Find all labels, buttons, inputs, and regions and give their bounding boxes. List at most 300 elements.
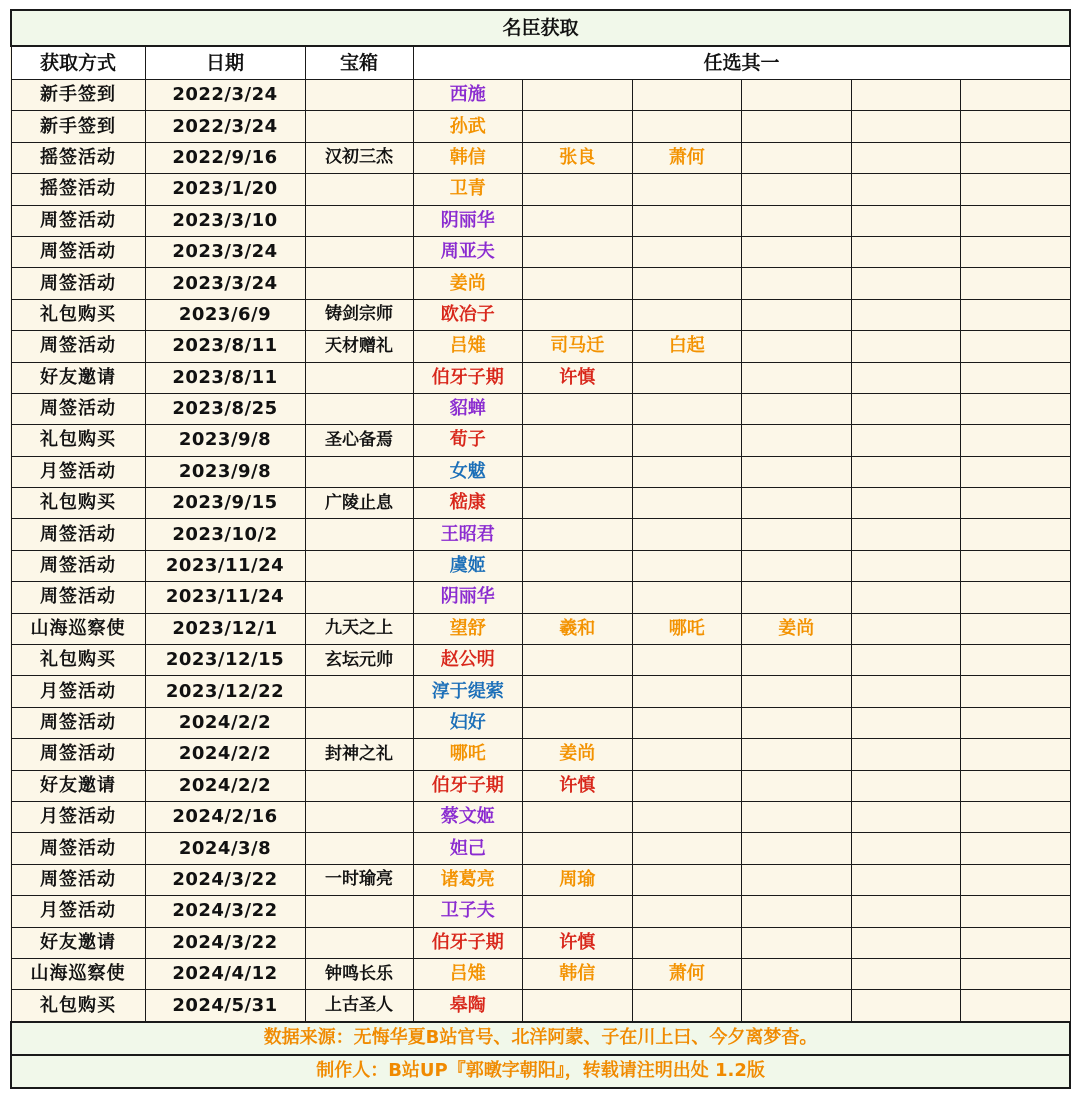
date-cell: 2022/9/16 <box>145 142 305 173</box>
pick-cell: 妲己 <box>413 833 523 864</box>
empty-pick-cell <box>851 268 961 299</box>
table-row <box>11 801 1070 832</box>
empty-pick-cell <box>851 362 961 393</box>
empty-pick-cell <box>742 425 852 456</box>
pick-cell: 荀子 <box>413 425 523 456</box>
empty-pick-cell <box>961 864 1071 895</box>
date-cell: 2024/3/22 <box>145 896 305 927</box>
table-row <box>11 645 1070 676</box>
date-cell: 2023/6/9 <box>145 299 305 330</box>
method-cell: 山海巡察使 <box>11 613 145 644</box>
table-row <box>11 990 1070 1022</box>
table-row <box>11 927 1070 958</box>
pick-cell: 姜尚 <box>742 613 852 644</box>
pick-cell: 哪吒 <box>632 613 742 644</box>
empty-pick-cell <box>851 111 961 142</box>
box-cell <box>305 111 413 142</box>
empty-pick-cell <box>742 801 852 832</box>
empty-pick-cell <box>742 864 852 895</box>
method-cell: 礼包购买 <box>11 299 145 330</box>
method-cell: 山海巡察使 <box>11 958 145 989</box>
box-cell: 圣心备焉 <box>305 425 413 456</box>
pick-cell: 妇好 <box>413 707 523 738</box>
empty-pick-cell <box>742 488 852 519</box>
empty-pick-cell <box>961 613 1071 644</box>
date-cell: 2022/3/24 <box>145 111 305 142</box>
empty-pick-cell <box>523 236 633 267</box>
date-cell: 2024/2/2 <box>145 707 305 738</box>
empty-pick-cell <box>851 393 961 424</box>
empty-pick-cell <box>632 739 742 770</box>
empty-pick-cell <box>742 142 852 173</box>
empty-pick-cell <box>742 205 852 236</box>
empty-pick-cell <box>523 833 633 864</box>
empty-pick-cell <box>632 393 742 424</box>
box-cell <box>305 456 413 487</box>
pick-cell: 望舒 <box>413 613 523 644</box>
empty-pick-cell <box>961 142 1071 173</box>
date-cell: 2022/3/24 <box>145 80 305 111</box>
method-cell: 周签活动 <box>11 550 145 581</box>
empty-pick-cell <box>632 550 742 581</box>
date-cell: 2024/5/31 <box>145 990 305 1022</box>
pick-cell: 许慎 <box>523 770 633 801</box>
box-cell <box>305 582 413 613</box>
header-pick-one: 任选其一 <box>413 46 1070 80</box>
empty-pick-cell <box>632 268 742 299</box>
empty-pick-cell <box>632 770 742 801</box>
pick-cell: 周亚夫 <box>413 236 523 267</box>
date-cell: 2024/2/2 <box>145 739 305 770</box>
table-title: 名臣获取 <box>11 10 1070 46</box>
table-row <box>11 80 1070 111</box>
box-cell <box>305 393 413 424</box>
pick-cell: 白起 <box>632 331 742 362</box>
table-row <box>11 739 1070 770</box>
table-row <box>11 425 1070 456</box>
empty-pick-cell <box>851 645 961 676</box>
empty-pick-cell <box>742 927 852 958</box>
empty-pick-cell <box>523 456 633 487</box>
empty-pick-cell <box>742 896 852 927</box>
empty-pick-cell <box>632 896 742 927</box>
table-row <box>11 111 1070 142</box>
empty-pick-cell <box>851 676 961 707</box>
pick-cell: 哪吒 <box>413 739 523 770</box>
date-cell: 2024/3/22 <box>145 927 305 958</box>
empty-pick-cell <box>523 205 633 236</box>
empty-pick-cell <box>632 456 742 487</box>
empty-pick-cell <box>742 268 852 299</box>
table-row <box>11 613 1070 644</box>
empty-pick-cell <box>961 833 1071 864</box>
empty-pick-cell <box>523 80 633 111</box>
date-cell: 2023/11/24 <box>145 550 305 581</box>
empty-pick-cell <box>742 739 852 770</box>
method-cell: 月签活动 <box>11 801 145 832</box>
empty-pick-cell <box>632 801 742 832</box>
table-row <box>11 268 1070 299</box>
table-row <box>11 896 1070 927</box>
empty-pick-cell <box>961 362 1071 393</box>
empty-pick-cell <box>961 268 1071 299</box>
pick-cell: 王昭君 <box>413 519 523 550</box>
box-cell <box>305 550 413 581</box>
pick-cell: 嵇康 <box>413 488 523 519</box>
method-cell: 礼包购买 <box>11 425 145 456</box>
empty-pick-cell <box>742 676 852 707</box>
empty-pick-cell <box>523 676 633 707</box>
pick-cell: 姜尚 <box>413 268 523 299</box>
method-cell: 月签活动 <box>11 456 145 487</box>
empty-pick-cell <box>742 236 852 267</box>
pick-cell: 吕雉 <box>413 331 523 362</box>
date-cell: 2023/12/22 <box>145 676 305 707</box>
box-cell: 一时瑜亮 <box>305 864 413 895</box>
empty-pick-cell <box>851 205 961 236</box>
empty-pick-cell <box>851 739 961 770</box>
empty-pick-cell <box>961 676 1071 707</box>
pick-cell: 卫青 <box>413 174 523 205</box>
empty-pick-cell <box>961 425 1071 456</box>
footer-author: 制作人：B站UP『郭暾字朝阳』，转载请注明出处 1.2版 <box>11 1055 1070 1088</box>
empty-pick-cell <box>961 331 1071 362</box>
empty-pick-cell <box>742 550 852 581</box>
footer-author-row <box>11 1055 1070 1088</box>
empty-pick-cell <box>632 519 742 550</box>
empty-pick-cell <box>851 425 961 456</box>
pick-cell: 韩信 <box>413 142 523 173</box>
empty-pick-cell <box>632 299 742 330</box>
method-cell: 摇签活动 <box>11 174 145 205</box>
box-cell <box>305 268 413 299</box>
date-cell: 2024/3/8 <box>145 833 305 864</box>
pick-cell: 伯牙子期 <box>413 362 523 393</box>
empty-pick-cell <box>523 550 633 581</box>
acquisition-table <box>10 9 1071 1089</box>
table-row <box>11 550 1070 581</box>
box-cell <box>305 205 413 236</box>
empty-pick-cell <box>632 362 742 393</box>
empty-pick-cell <box>632 582 742 613</box>
empty-pick-cell <box>961 707 1071 738</box>
box-cell: 钟鸣长乐 <box>305 958 413 989</box>
pick-cell: 西施 <box>413 80 523 111</box>
table-row <box>11 174 1070 205</box>
method-cell: 周签活动 <box>11 268 145 299</box>
empty-pick-cell <box>632 111 742 142</box>
method-cell: 周签活动 <box>11 236 145 267</box>
table-row <box>11 362 1070 393</box>
empty-pick-cell <box>851 582 961 613</box>
footer-source-row <box>11 1022 1070 1055</box>
empty-pick-cell <box>632 676 742 707</box>
table-row <box>11 205 1070 236</box>
pick-cell: 淳于缇萦 <box>413 676 523 707</box>
pick-cell: 羲和 <box>523 613 633 644</box>
empty-pick-cell <box>851 833 961 864</box>
empty-pick-cell <box>632 833 742 864</box>
date-cell: 2023/9/8 <box>145 425 305 456</box>
table-row <box>11 958 1070 989</box>
method-cell: 新手签到 <box>11 111 145 142</box>
empty-pick-cell <box>523 425 633 456</box>
method-cell: 摇签活动 <box>11 142 145 173</box>
empty-pick-cell <box>523 268 633 299</box>
table-row <box>11 519 1070 550</box>
box-cell: 玄坛元帅 <box>305 645 413 676</box>
box-cell <box>305 236 413 267</box>
empty-pick-cell <box>742 707 852 738</box>
empty-pick-cell <box>632 488 742 519</box>
empty-pick-cell <box>742 393 852 424</box>
empty-pick-cell <box>961 896 1071 927</box>
method-cell: 周签活动 <box>11 393 145 424</box>
empty-pick-cell <box>523 488 633 519</box>
date-cell: 2024/2/16 <box>145 801 305 832</box>
empty-pick-cell <box>742 174 852 205</box>
pick-cell: 阴丽华 <box>413 205 523 236</box>
box-cell <box>305 519 413 550</box>
pick-cell: 许慎 <box>523 362 633 393</box>
empty-pick-cell <box>961 770 1071 801</box>
box-cell <box>305 833 413 864</box>
table-body <box>11 80 1070 1022</box>
empty-pick-cell <box>851 236 961 267</box>
empty-pick-cell <box>961 927 1071 958</box>
box-cell: 天材赠礼 <box>305 331 413 362</box>
header-date: 日期 <box>145 46 305 80</box>
empty-pick-cell <box>961 739 1071 770</box>
empty-pick-cell <box>961 80 1071 111</box>
empty-pick-cell <box>742 299 852 330</box>
box-cell <box>305 770 413 801</box>
method-cell: 月签活动 <box>11 896 145 927</box>
date-cell: 2023/9/8 <box>145 456 305 487</box>
empty-pick-cell <box>523 896 633 927</box>
empty-pick-cell <box>851 80 961 111</box>
empty-pick-cell <box>851 456 961 487</box>
method-cell: 周签活动 <box>11 864 145 895</box>
pick-cell: 孙武 <box>413 111 523 142</box>
table-row <box>11 864 1070 895</box>
pick-cell: 萧何 <box>632 142 742 173</box>
empty-pick-cell <box>742 990 852 1022</box>
empty-pick-cell <box>632 236 742 267</box>
empty-pick-cell <box>961 550 1071 581</box>
pick-cell: 许慎 <box>523 927 633 958</box>
pick-cell: 卫子夫 <box>413 896 523 927</box>
empty-pick-cell <box>632 990 742 1022</box>
empty-pick-cell <box>632 425 742 456</box>
pick-cell: 貂蝉 <box>413 393 523 424</box>
pick-cell: 周瑜 <box>523 864 633 895</box>
empty-pick-cell <box>523 990 633 1022</box>
empty-pick-cell <box>961 645 1071 676</box>
table-row <box>11 331 1070 362</box>
pick-cell: 阴丽华 <box>413 582 523 613</box>
header-row <box>11 46 1070 80</box>
date-cell: 2024/2/2 <box>145 770 305 801</box>
method-cell: 礼包购买 <box>11 488 145 519</box>
pick-cell: 萧何 <box>632 958 742 989</box>
date-cell: 2023/3/24 <box>145 268 305 299</box>
method-cell: 周签活动 <box>11 205 145 236</box>
empty-pick-cell <box>632 80 742 111</box>
empty-pick-cell <box>851 174 961 205</box>
method-cell: 周签活动 <box>11 582 145 613</box>
table-row <box>11 707 1070 738</box>
date-cell: 2023/8/11 <box>145 362 305 393</box>
empty-pick-cell <box>961 519 1071 550</box>
box-cell: 封神之礼 <box>305 739 413 770</box>
empty-pick-cell <box>742 362 852 393</box>
box-cell: 铸剑宗师 <box>305 299 413 330</box>
footer-source: 数据来源：无悔华夏B站官号、北洋阿蒙、子在川上曰、今夕离梦杳。 <box>11 1022 1070 1055</box>
method-cell: 周签活动 <box>11 331 145 362</box>
empty-pick-cell <box>961 582 1071 613</box>
header-method: 获取方式 <box>11 46 145 80</box>
header-box: 宝箱 <box>305 46 413 80</box>
empty-pick-cell <box>742 582 852 613</box>
empty-pick-cell <box>632 927 742 958</box>
box-cell: 九天之上 <box>305 613 413 644</box>
box-cell <box>305 80 413 111</box>
empty-pick-cell <box>523 111 633 142</box>
empty-pick-cell <box>523 174 633 205</box>
pick-cell: 吕雉 <box>413 958 523 989</box>
empty-pick-cell <box>632 864 742 895</box>
date-cell: 2023/8/25 <box>145 393 305 424</box>
table-row <box>11 488 1070 519</box>
empty-pick-cell <box>742 111 852 142</box>
table-row <box>11 142 1070 173</box>
empty-pick-cell <box>632 174 742 205</box>
pick-cell: 赵公明 <box>413 645 523 676</box>
empty-pick-cell <box>961 801 1071 832</box>
pick-cell: 欧冶子 <box>413 299 523 330</box>
date-cell: 2023/9/15 <box>145 488 305 519</box>
box-cell <box>305 174 413 205</box>
table-row <box>11 456 1070 487</box>
empty-pick-cell <box>523 519 633 550</box>
table-row <box>11 299 1070 330</box>
empty-pick-cell <box>961 456 1071 487</box>
empty-pick-cell <box>961 990 1071 1022</box>
box-cell <box>305 896 413 927</box>
empty-pick-cell <box>523 582 633 613</box>
empty-pick-cell <box>632 707 742 738</box>
box-cell <box>305 927 413 958</box>
method-cell: 周签活动 <box>11 707 145 738</box>
empty-pick-cell <box>523 707 633 738</box>
date-cell: 2023/12/1 <box>145 613 305 644</box>
pick-cell: 诸葛亮 <box>413 864 523 895</box>
empty-pick-cell <box>851 801 961 832</box>
empty-pick-cell <box>742 519 852 550</box>
box-cell: 上古圣人 <box>305 990 413 1022</box>
date-cell: 2023/12/15 <box>145 645 305 676</box>
pick-cell: 皋陶 <box>413 990 523 1022</box>
method-cell: 周签活动 <box>11 739 145 770</box>
method-cell: 好友邀请 <box>11 927 145 958</box>
method-cell: 新手签到 <box>11 80 145 111</box>
empty-pick-cell <box>523 299 633 330</box>
empty-pick-cell <box>961 174 1071 205</box>
pick-cell: 司马迁 <box>523 331 633 362</box>
pick-cell: 蔡文姬 <box>413 801 523 832</box>
empty-pick-cell <box>961 488 1071 519</box>
empty-pick-cell <box>851 613 961 644</box>
date-cell: 2023/3/24 <box>145 236 305 267</box>
pick-cell: 伯牙子期 <box>413 927 523 958</box>
empty-pick-cell <box>742 80 852 111</box>
pick-cell: 虞姬 <box>413 550 523 581</box>
date-cell: 2023/3/10 <box>145 205 305 236</box>
pick-cell: 伯牙子期 <box>413 770 523 801</box>
empty-pick-cell <box>742 645 852 676</box>
empty-pick-cell <box>742 770 852 801</box>
empty-pick-cell <box>851 990 961 1022</box>
empty-pick-cell <box>851 896 961 927</box>
empty-pick-cell <box>961 393 1071 424</box>
table-row <box>11 393 1070 424</box>
empty-pick-cell <box>851 958 961 989</box>
date-cell: 2023/10/2 <box>145 519 305 550</box>
title-row <box>11 10 1070 46</box>
empty-pick-cell <box>851 770 961 801</box>
empty-pick-cell <box>523 801 633 832</box>
empty-pick-cell <box>523 393 633 424</box>
box-cell <box>305 362 413 393</box>
box-cell <box>305 707 413 738</box>
date-cell: 2024/3/22 <box>145 864 305 895</box>
table-row <box>11 236 1070 267</box>
empty-pick-cell <box>851 299 961 330</box>
acquisition-table-sheet <box>10 9 1069 1089</box>
method-cell: 月签活动 <box>11 676 145 707</box>
empty-pick-cell <box>961 236 1071 267</box>
box-cell <box>305 801 413 832</box>
method-cell: 好友邀请 <box>11 362 145 393</box>
table-row <box>11 676 1070 707</box>
empty-pick-cell <box>851 331 961 362</box>
empty-pick-cell <box>851 519 961 550</box>
date-cell: 2023/1/20 <box>145 174 305 205</box>
empty-pick-cell <box>961 958 1071 989</box>
empty-pick-cell <box>851 864 961 895</box>
empty-pick-cell <box>742 331 852 362</box>
box-cell <box>305 676 413 707</box>
empty-pick-cell <box>742 833 852 864</box>
method-cell: 周签活动 <box>11 833 145 864</box>
empty-pick-cell <box>632 205 742 236</box>
empty-pick-cell <box>742 456 852 487</box>
empty-pick-cell <box>851 550 961 581</box>
method-cell: 周签活动 <box>11 519 145 550</box>
method-cell: 好友邀请 <box>11 770 145 801</box>
pick-cell: 韩信 <box>523 958 633 989</box>
empty-pick-cell <box>961 111 1071 142</box>
box-cell: 广陵止息 <box>305 488 413 519</box>
table-row <box>11 770 1070 801</box>
table-row <box>11 833 1070 864</box>
pick-cell: 姜尚 <box>523 739 633 770</box>
pick-cell: 女魃 <box>413 456 523 487</box>
date-cell: 2024/4/12 <box>145 958 305 989</box>
box-cell: 汉初三杰 <box>305 142 413 173</box>
date-cell: 2023/11/24 <box>145 582 305 613</box>
